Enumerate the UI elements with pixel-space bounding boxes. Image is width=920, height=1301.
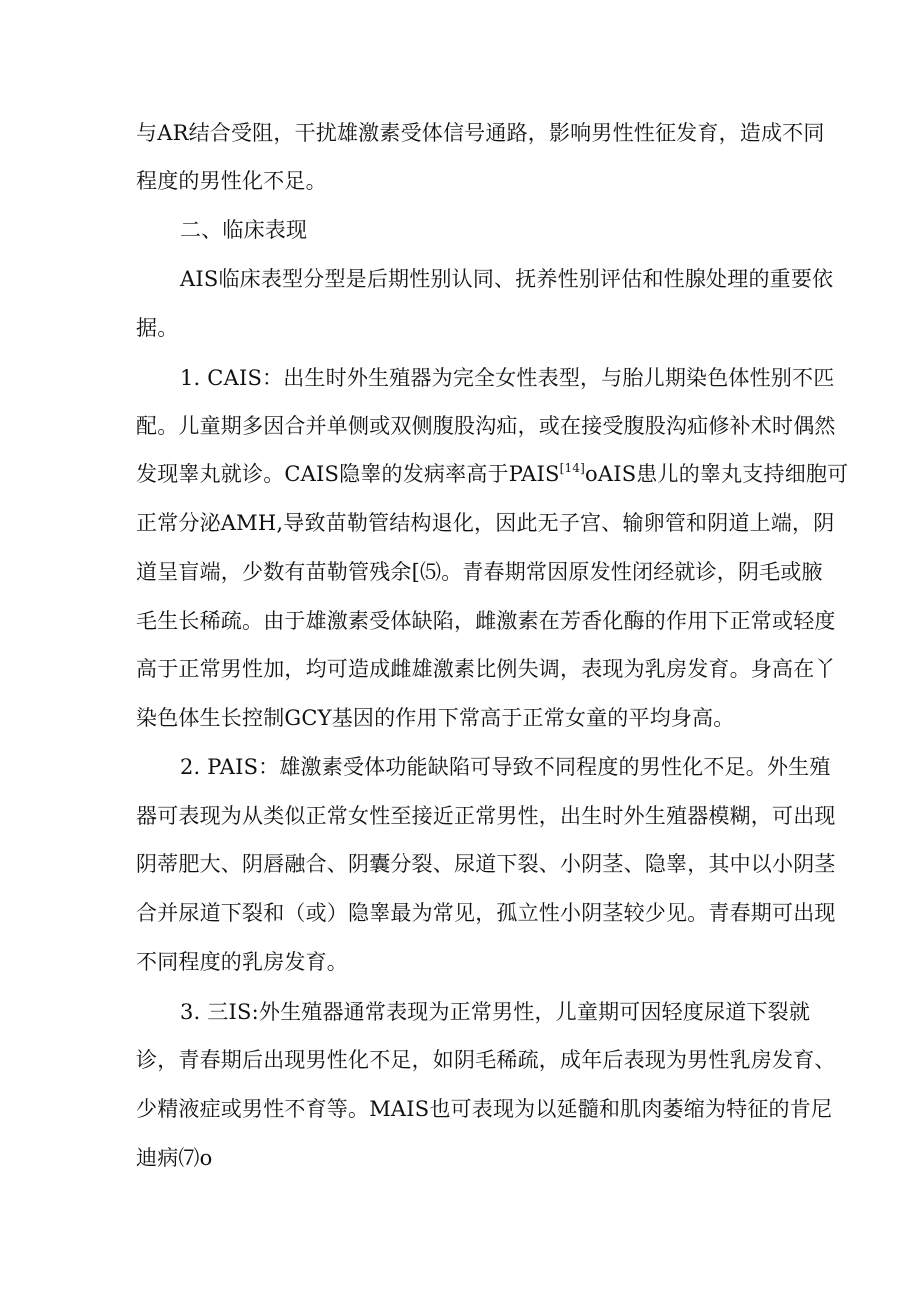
- paragraph-3-line-5: 道呈盲端，少数有苗勒管残余[⑸。青春期常因原发性闭经就诊，阴毛或腋: [136, 560, 823, 584]
- paragraph-3-line-3: [136, 460, 848, 488]
- paragraph-1-line-1: 与AR结合受阻，干扰雄激素受体信号通路，影响男性性征发育，造成不同: [136, 121, 825, 145]
- paragraph-3-line-1: 1. CAIS：出生时外生殖器为完全女性表型，与胎儿期染色体性别不匹: [180, 366, 835, 390]
- paragraph-4-line-2: 器可表现为从类似正常女性至接近正常男性，出生时外生殖器模糊，可出现: [136, 804, 836, 828]
- paragraph-4-line-4: 合并尿道下裂和（或）隐睾最为常见，孤立性小阴茎较少见。青春期可出现: [136, 901, 836, 925]
- paragraph-3-line-2: 配。儿童期多因合并单侧或双侧腹股沟疝，或在接受腹股沟疝修补术时偶然: [136, 414, 836, 438]
- paragraph-1-line-2: 程度的男性化不足。: [136, 169, 327, 193]
- paragraph-2-line-1: AIS临床表型分型是后期性别认同、抚养性别评估和性腺处理的重要依: [180, 267, 834, 291]
- paragraph-5-line-3: 少精液症或男性不育等。MAIS也可表现为以延髓和肌肉萎缩为特征的肯尼: [136, 1097, 833, 1121]
- paragraph-4-line-5: 不同程度的乳房发育。: [136, 950, 348, 974]
- paragraph-3-line-6: 毛生长稀疏。由于雄激素受体缺陷，雌激素在芳香化酶的作用下正常或轻度: [136, 609, 836, 633]
- paragraph-4-line-3: 阴蒂肥大、阴唇融合、阴囊分裂、尿道下裂、小阴茎、隐睾，其中以小阴茎: [136, 852, 836, 876]
- paragraph-5-line-2: 诊，青春期后出现男性化不足，如阴毛稀疏，成年后表现为男性乳房发育、: [136, 1048, 836, 1072]
- paragraph-3-line-7: 高于正常男性加，均可造成雌雄激素比例失调，表现为乳房发育。身高在丫: [136, 657, 836, 681]
- paragraph-3-line-3-text-a: 发现睾丸就诊。CAIS隐睾的发病率高于PAIS: [136, 462, 560, 486]
- paragraph-3-line-8: 染色体生长控制GCY基因的作用下常高于正常女童的平均身高。: [136, 706, 735, 730]
- paragraph-3-line-4: 正常分泌AMH,导致苗勒管结构退化，因此无子宫、输卵管和阴道上端，阴: [136, 511, 835, 535]
- section-heading: 二、临床表现: [180, 218, 308, 242]
- paragraph-5-line-4: 迪病⑺o: [136, 1146, 213, 1170]
- paragraph-5-line-1: 3. 三IS:外生殖器通常表现为正常男性，儿童期可因轻度尿道下裂就: [180, 1000, 811, 1024]
- paragraph-4-line-1: 2. PAIS：雄激素受体功能缺陷可导致不同程度的男性化不足。外生殖: [180, 755, 831, 779]
- citation-superscript: [14]: [559, 461, 586, 475]
- paragraph-2-line-2: 据。: [136, 316, 179, 340]
- paragraph-3-line-3-text-b: oAIS患儿的睾丸支持细胞可: [585, 462, 849, 486]
